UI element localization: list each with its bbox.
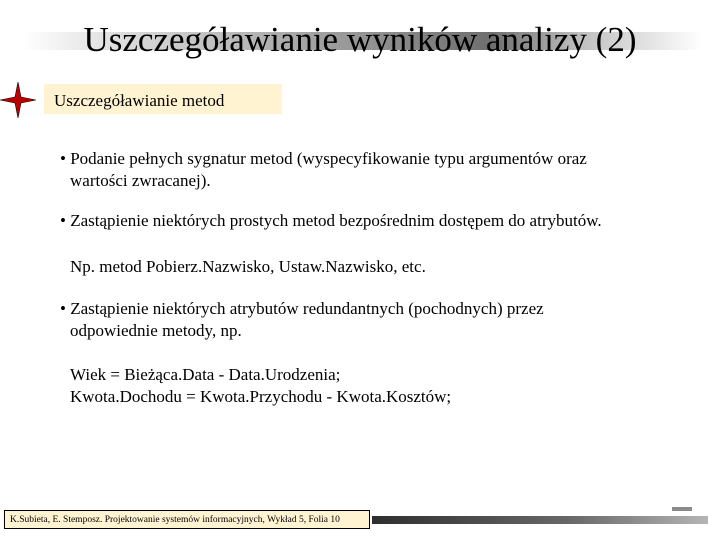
paragraph-signatures bbox=[60, 148, 587, 192]
footer-decoration-line bbox=[372, 516, 708, 524]
paragraph-example-formulas bbox=[70, 364, 451, 408]
paragraph-direct-access: • Zastąpienie niektórych prostych metod bezpośrednim dostępem do atrybutów. bbox=[60, 211, 602, 230]
paragraph-line: • Zastąpienie niektórych atrybutów redundantnych (pochodnych) przez bbox=[60, 299, 544, 318]
paragraph-example-methods: Np. metod Pobierz.Nazwisko, Ustaw.Nazwisko, etc. bbox=[70, 257, 426, 276]
paragraph-redundant-attributes bbox=[60, 298, 544, 342]
footer-decoration-small bbox=[672, 507, 692, 511]
formula-line: Wiek = Bieżąca.Data - Data.Urodzenia; bbox=[70, 365, 341, 384]
slide-title: Uszczegóławianie wyników analizy (2) bbox=[83, 20, 637, 59]
slide-subtitle: Uszczegóławianie metod bbox=[54, 91, 225, 110]
paragraph-line: wartości zwracanej). bbox=[70, 171, 211, 190]
formula-line: Kwota.Dochodu = Kwota.Przychodu - Kwota.Kosztów; bbox=[70, 387, 452, 406]
footer-citation: K.Subieta, E. Stemposz. Projektowanie systemów informacyjnych, Wykład 5, Folia 10 bbox=[10, 515, 340, 525]
paragraph-line: odpowiednie metody, np. bbox=[70, 321, 242, 340]
four-point-star-icon bbox=[0, 82, 36, 118]
paragraph-line: • Podanie pełnych sygnatur metod (wyspecyfikowanie typu argumentów oraz bbox=[60, 149, 587, 168]
